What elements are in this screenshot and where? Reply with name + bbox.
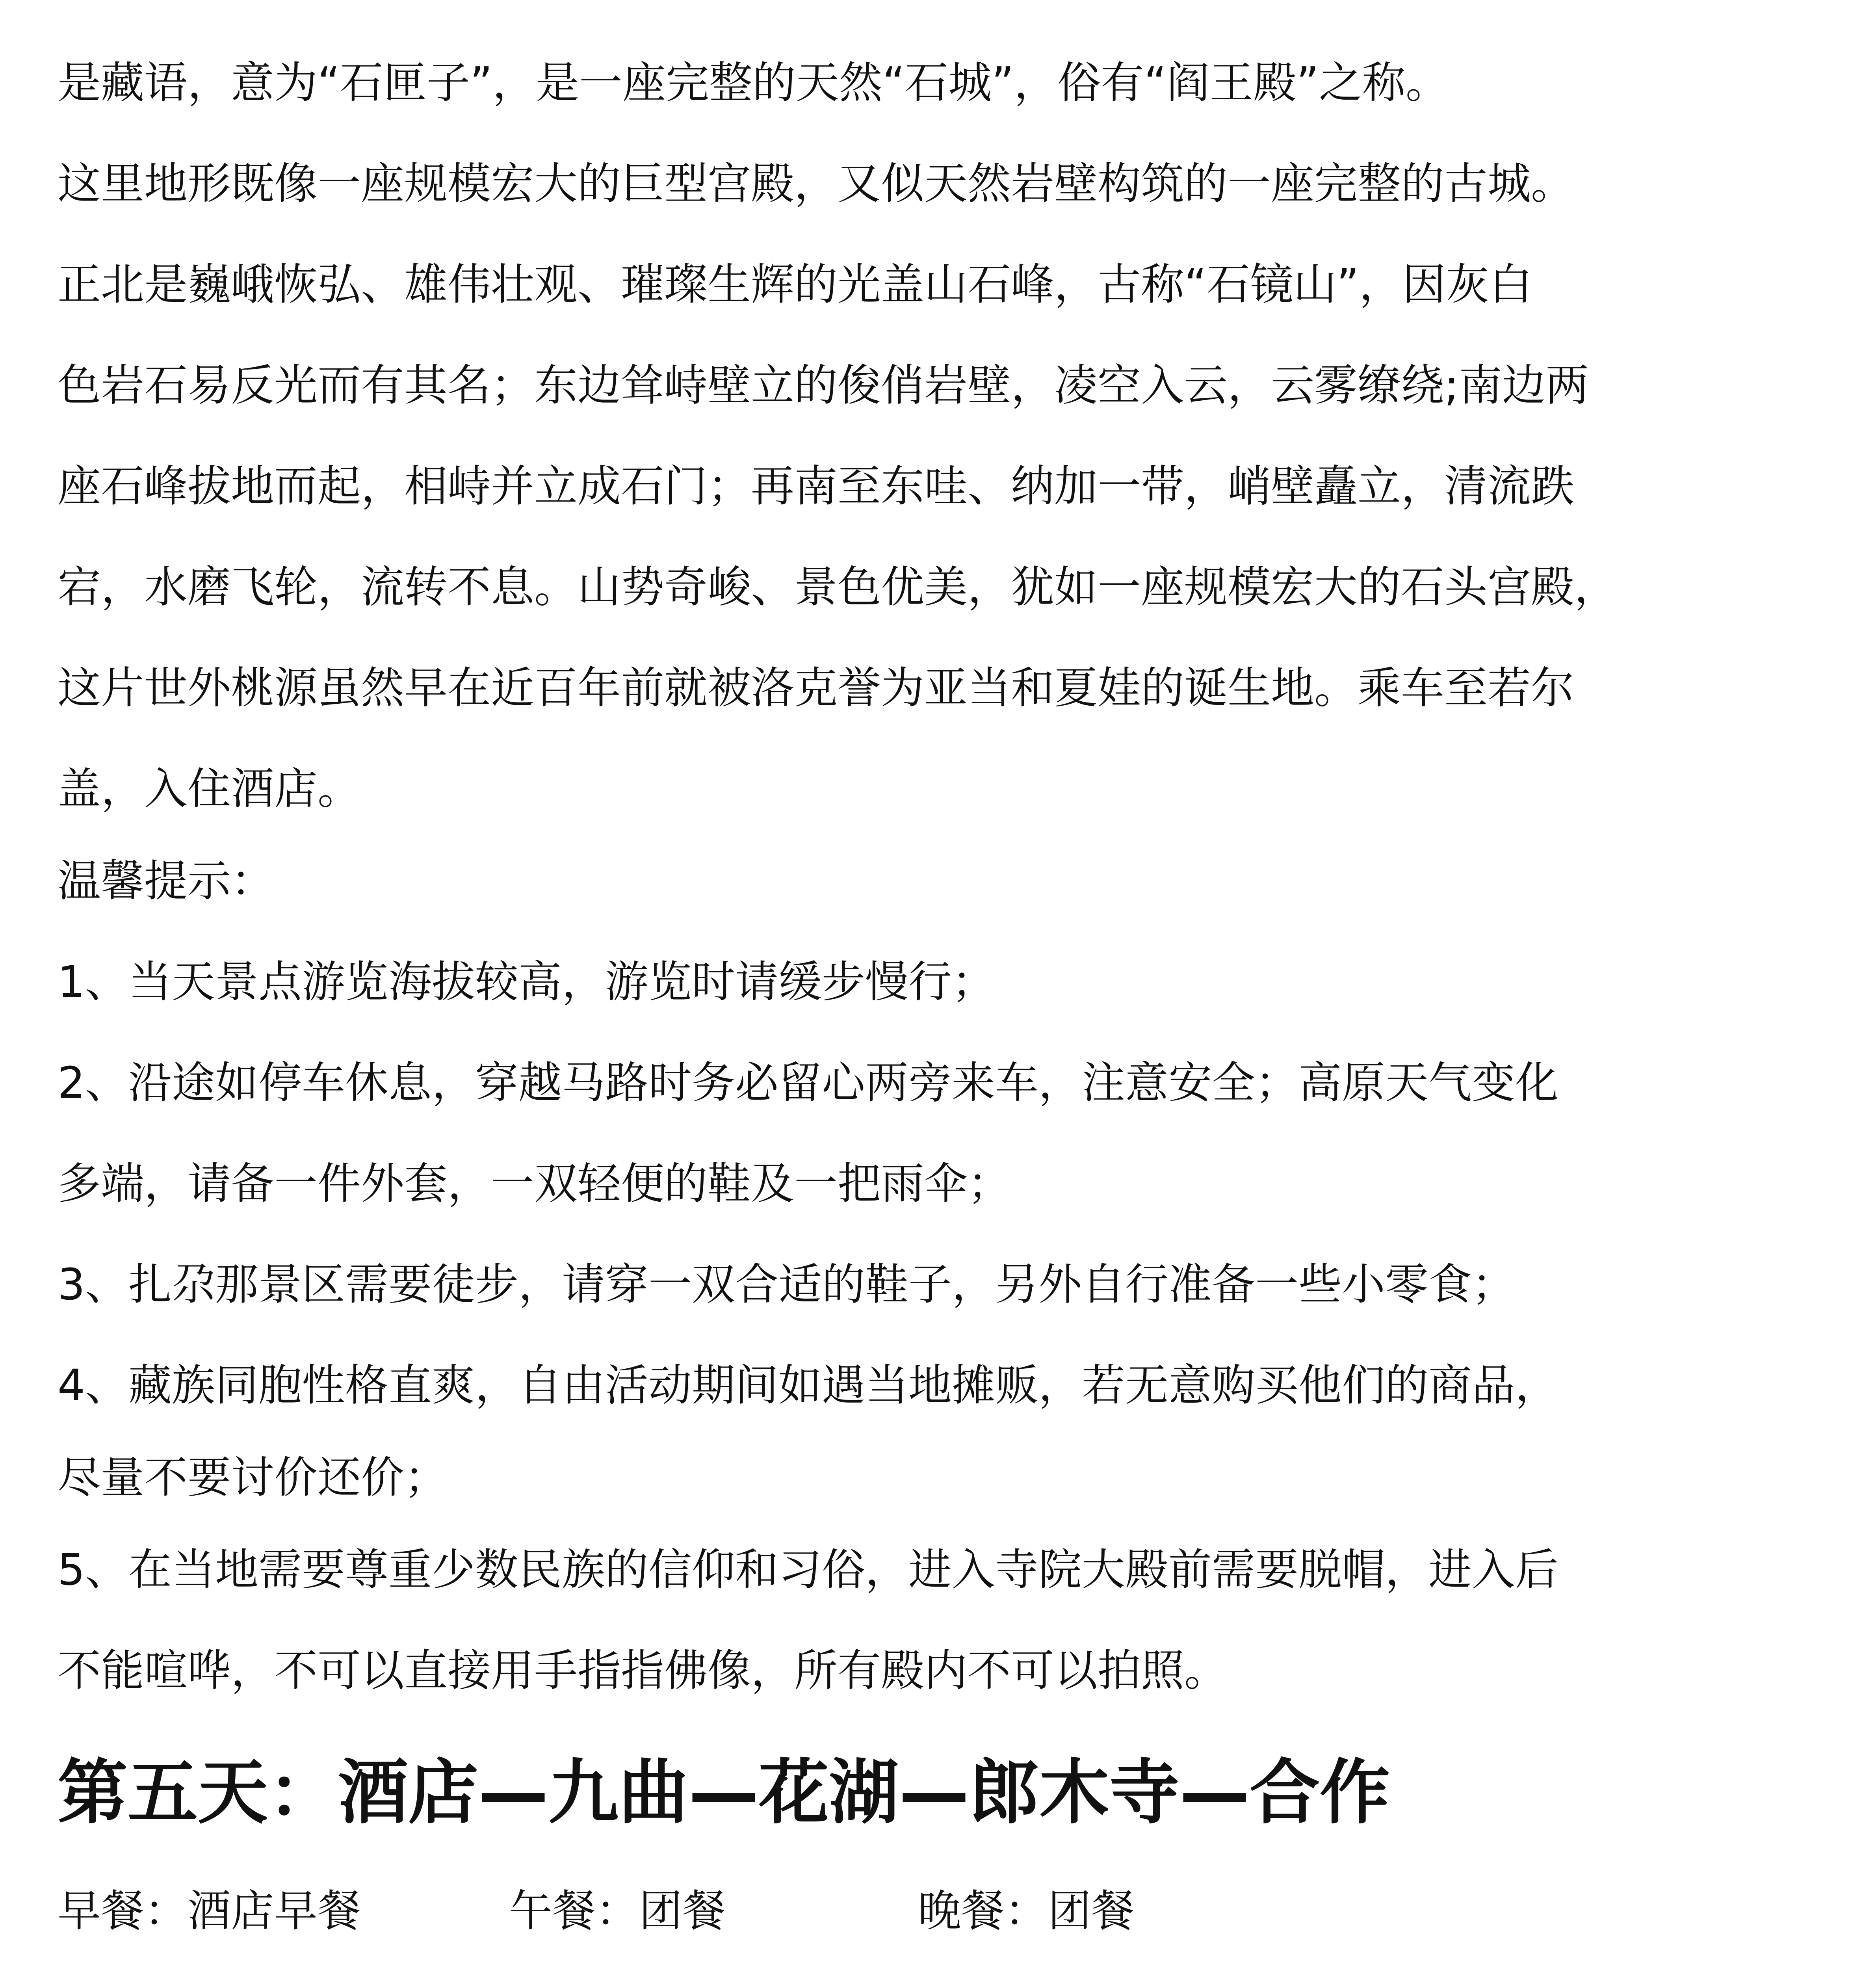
intro-line: 色岩石易反光而有其名；东边耸峙壁立的俊俏岩壁，凌空入云，云雾缭绕;南边两 xyxy=(58,360,1589,411)
tips-title: 温馨提示： xyxy=(58,856,274,906)
intro-line: 座石峰拔地而起，相峙并立成石门；再南至东哇、纳加一带，峭壁矗立，清流跌 xyxy=(58,461,1574,511)
tip-line: 2、沿途如停车休息，穿越马路时务必留心两旁来车，注意安全；高原天气变化 xyxy=(58,1057,1558,1108)
day-heading: 第五天：酒店—九曲—花湖—郎木寺—合作 xyxy=(58,1752,1390,1833)
intro-line: 正北是巍峨恢弘、雄伟壮观、璀璨生辉的光盖山石峰，古称“石镜山”，因灰白 xyxy=(58,259,1532,310)
tip-line: 多端，请备一件外套，一双轻便的鞋及一把雨伞； xyxy=(58,1158,1011,1209)
meal-lunch: 午餐：团餐 xyxy=(509,1886,726,1936)
meal-breakfast: 早餐：酒店早餐 xyxy=(58,1886,361,1936)
tip-line: 尽量不要讨价还价； xyxy=(58,1452,448,1503)
tip-line: 5、在当地需要尊重少数民族的信仰和习俗，进入寺院大殿前需要脱帽，进入后 xyxy=(58,1544,1558,1595)
meal-dinner: 晚餐：团餐 xyxy=(918,1886,1135,1936)
tip-line: 4、藏族同胞性格直爽，自由活动期间如遇当地摊贩，若无意购买他们的商品， xyxy=(58,1360,1558,1411)
tip-line: 1、当天景点游览海拔较高，游览时请缓步慢行； xyxy=(58,957,995,1007)
intro-line: 这里地形既像一座规模宏大的巨型宫殿，又似天然岩壁构筑的一座完整的古城。 xyxy=(58,158,1574,209)
tip-line: 3、扎尕那景区需要徒步，请穿一双合适的鞋子，另外自行准备一些小零食； xyxy=(58,1259,1515,1310)
intro-line: 是藏语，意为“石匣子”，是一座完整的天然“石城”，俗有“阎王殿”之称。 xyxy=(58,58,1449,108)
tip-line: 不能喧哗，不可以直接用手指指佛像，所有殿内不可以拍照。 xyxy=(58,1645,1228,1696)
intro-line: 这片世外桃源虽然早在近百年前就被洛克誉为亚当和夏娃的诞生地。乘车至若尔 xyxy=(58,663,1574,713)
intro-line: 宕，水磨飞轮，流转不息。山势奇峻、景色优美，犹如一座规模宏大的石头宫殿， xyxy=(58,562,1618,612)
intro-line: 盖，入住酒店。 xyxy=(58,764,361,814)
document-page xyxy=(58,0,1826,1970)
